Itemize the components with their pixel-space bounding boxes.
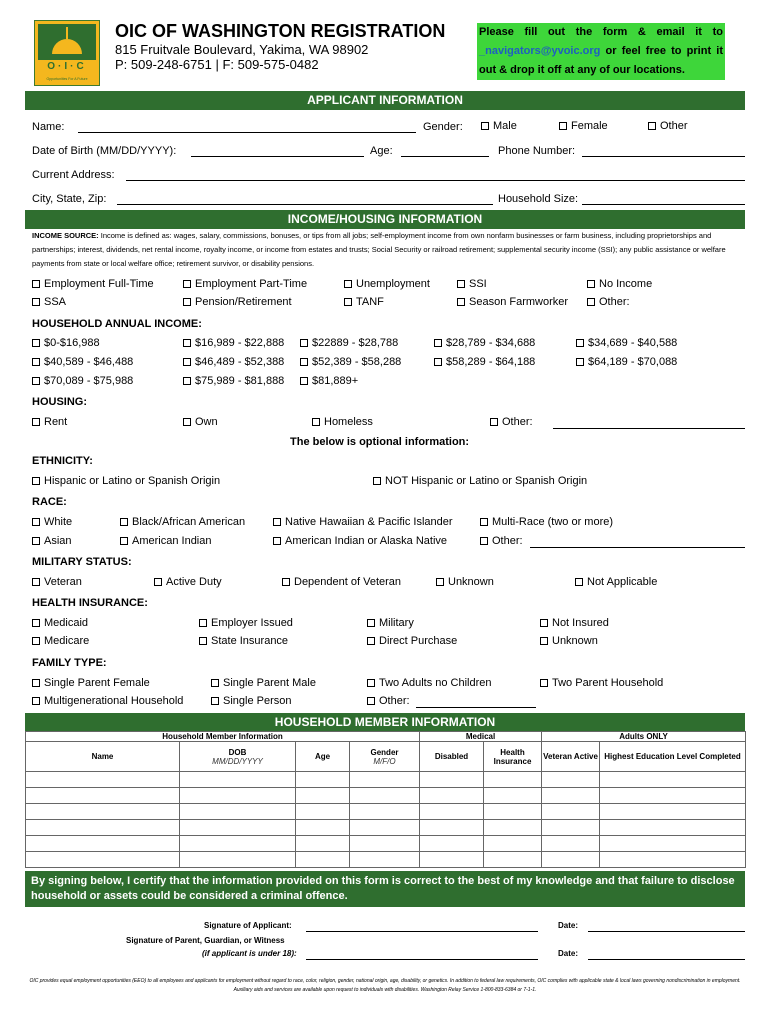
family-option[interactable] xyxy=(540,677,663,689)
table-row xyxy=(26,852,746,868)
ethnicity-label: ETHNICITY: xyxy=(32,455,93,467)
income-source-option[interactable] xyxy=(344,296,384,308)
health-option[interactable] xyxy=(367,617,414,629)
option-label: Pension/Retirement xyxy=(195,296,292,308)
income-source-definition: INCOME SOURCE: Income is defined as: wages, salary, commissions, bonuses, or tips from all jobs; self-employment income from own nonfarm businesses or farm business, including proprietorships and partnerships; interest, dividends, net rental income, royalty income, or income from estates and trusts; Social Security or railroad retirement; supplemental security income (SSI); any public assistance or welfare payments from state or local welfare office; retirement survivor, or disability pensions. xyxy=(32,231,726,268)
table-cell[interactable] xyxy=(484,852,542,868)
table-cell[interactable] xyxy=(350,772,420,788)
checkbox[interactable] xyxy=(183,358,191,366)
table-cell[interactable] xyxy=(542,820,600,836)
applicant-signature-label: Signature of Applicant: xyxy=(204,921,292,930)
option-label: $28,789 - $34,688 xyxy=(446,337,536,349)
col-name: Name xyxy=(26,742,180,772)
checkbox[interactable] xyxy=(273,518,281,526)
health-option[interactable] xyxy=(367,635,457,647)
option-label: Not Insured xyxy=(552,617,609,629)
option-label: Military xyxy=(379,617,414,629)
table-cell[interactable] xyxy=(26,804,180,820)
table-cell[interactable] xyxy=(350,820,420,836)
table-cell[interactable] xyxy=(542,772,600,788)
checkbox[interactable] xyxy=(183,298,191,306)
annual-income-label: HOUSEHOLD ANNUAL INCOME: xyxy=(32,318,202,330)
option-label: Employment Full-Time xyxy=(44,278,154,290)
gender-label: Gender: xyxy=(423,121,463,133)
option-label: $34,689 - $40,588 xyxy=(588,337,678,349)
checkbox[interactable] xyxy=(540,637,548,645)
col-education: Highest Education Level Completed xyxy=(600,742,746,772)
org-address: 815 Fruitvale Boulevard, Yakima, WA 98902 P: 509-248-6751 | F: 509-575-0482 xyxy=(115,42,369,72)
race-option[interactable] xyxy=(120,516,245,528)
ethnicity-not-hispanic[interactable]: NOT Hispanic or Latino or Spanish Origin xyxy=(373,475,587,487)
race-label: RACE: xyxy=(32,496,67,508)
option-label: $75,989 - $81,888 xyxy=(195,375,285,387)
table-cell[interactable] xyxy=(296,788,350,804)
table-cell[interactable] xyxy=(26,788,180,804)
checkbox[interactable] xyxy=(300,377,308,385)
annual-income-option[interactable] xyxy=(300,337,398,349)
option-label: $64,189 - $70,088 xyxy=(588,356,678,368)
military-label: MILITARY STATUS: xyxy=(32,556,132,568)
option-label: $70,089 - $75,988 xyxy=(44,375,134,387)
checkbox[interactable] xyxy=(540,619,548,627)
checkbox[interactable] xyxy=(32,518,40,526)
family-option[interactable] xyxy=(367,677,492,689)
section-applicant: APPLICANT INFORMATION xyxy=(25,91,745,110)
checkbox[interactable] xyxy=(32,578,40,586)
annual-income-option[interactable] xyxy=(300,356,401,368)
checkbox[interactable] xyxy=(32,339,40,347)
option-label: Two Parent Household xyxy=(552,677,664,689)
table-cell[interactable] xyxy=(26,852,180,868)
annual-income-option[interactable] xyxy=(32,375,133,387)
checkbox[interactable] xyxy=(436,578,444,586)
checkbox[interactable] xyxy=(120,537,128,545)
eeo-footer: OIC provides equal employment opportunities (EEO) to all employees and applicants for employment without regard to race, color, religion, gender, national origin, age, disability, or genetics. In addition to federal law requirements, OIC complies with applicable state & local laws governing nondiscrimination in employment. Auxiliary aids and services are available upon request to individuals with disabilities. Washington Relay Service 1-800-833-6384 or 7-1-1. xyxy=(29,978,741,993)
race-option[interactable] xyxy=(273,535,447,547)
option-label: Other: xyxy=(492,535,523,547)
annual-income-option[interactable] xyxy=(300,375,358,387)
family-option[interactable] xyxy=(367,695,410,707)
checkbox[interactable] xyxy=(457,280,465,288)
col-dob: DOB MM/DD/YYYY xyxy=(180,742,296,772)
table-row xyxy=(26,788,746,804)
table-cell[interactable] xyxy=(600,804,746,820)
guardian-date-field[interactable] xyxy=(588,946,745,960)
dob-field[interactable] xyxy=(191,143,364,157)
checkbox[interactable] xyxy=(32,679,40,687)
option-label: $52,389 - $58,288 xyxy=(312,356,402,368)
table-row xyxy=(26,836,746,852)
income-source-option[interactable] xyxy=(183,296,292,308)
col-health-insurance: Health Insurance xyxy=(484,742,542,772)
race-option[interactable] xyxy=(120,535,212,547)
table-cell[interactable] xyxy=(296,836,350,852)
option-label: No Income xyxy=(599,278,653,290)
col-veteran-active: Veteran Active xyxy=(542,742,600,772)
option-label: Direct Purchase xyxy=(379,635,458,647)
option-label: Other: xyxy=(599,296,630,308)
table-cell[interactable] xyxy=(484,804,542,820)
phone-field[interactable] xyxy=(582,143,745,157)
household-size-field[interactable] xyxy=(582,191,745,205)
table-cell[interactable] xyxy=(600,820,746,836)
family-option[interactable] xyxy=(211,677,316,689)
checkbox[interactable] xyxy=(32,637,40,645)
income-source-option[interactable] xyxy=(32,296,66,308)
table-cell[interactable] xyxy=(542,836,600,852)
col-disabled: Disabled xyxy=(420,742,484,772)
table-row xyxy=(26,772,746,788)
checkbox[interactable] xyxy=(32,477,40,485)
option-label: Single Person xyxy=(223,695,292,707)
option-label: Unemployment xyxy=(356,278,430,290)
health-option[interactable] xyxy=(199,617,293,629)
income-source-option[interactable] xyxy=(183,278,307,290)
option-label: $0-$16,988 xyxy=(44,337,100,349)
ethnicity-hispanic[interactable]: Hispanic or Latino or Spanish Origin xyxy=(32,475,220,487)
table-cell[interactable] xyxy=(296,804,350,820)
city-label: City, State, Zip: xyxy=(32,193,107,205)
section-income: INCOME/HOUSING INFORMATION xyxy=(25,210,745,229)
checkbox[interactable] xyxy=(457,298,465,306)
option-label: Unknown xyxy=(448,576,494,588)
checkbox[interactable] xyxy=(575,578,583,586)
table-cell[interactable] xyxy=(180,852,296,868)
household-size-label: Household Size: xyxy=(498,193,579,205)
address-field[interactable] xyxy=(126,167,745,181)
option-label: Active Duty xyxy=(166,576,222,588)
table-cell[interactable] xyxy=(484,772,542,788)
age-field[interactable] xyxy=(401,143,489,157)
checkbox[interactable] xyxy=(154,578,162,586)
col-gender: Gender M/F/O xyxy=(350,742,420,772)
checkbox[interactable] xyxy=(32,697,40,705)
table-cell[interactable] xyxy=(484,788,542,804)
option-label: Season Farmworker xyxy=(469,296,569,308)
option-label: Multi-Race (two or more) xyxy=(492,516,614,528)
option-label: White xyxy=(44,516,73,528)
option-label: $46,489 - $52,388 xyxy=(195,356,285,368)
military-option[interactable] xyxy=(154,576,222,588)
checkbox[interactable] xyxy=(344,280,352,288)
table-cell[interactable] xyxy=(350,788,420,804)
table-cell[interactable] xyxy=(26,836,180,852)
checkbox[interactable] xyxy=(367,697,375,705)
checkbox[interactable] xyxy=(183,418,191,426)
group-medical: Medical xyxy=(420,732,542,742)
table-cell[interactable] xyxy=(600,788,746,804)
group-adults-only: Adults ONLY xyxy=(542,732,746,742)
annual-income-option[interactable] xyxy=(576,356,677,368)
name-label: Name: xyxy=(32,121,65,133)
table-cell[interactable] xyxy=(26,772,180,788)
table-row xyxy=(26,804,746,820)
option-label: Medicaid xyxy=(44,617,89,629)
family-option[interactable] xyxy=(32,677,150,689)
checkbox[interactable] xyxy=(576,339,584,347)
table-cell[interactable] xyxy=(26,820,180,836)
table-cell[interactable] xyxy=(296,772,350,788)
option-label: Two Adults no Children xyxy=(379,677,492,689)
checkbox[interactable] xyxy=(32,377,40,385)
table-cell[interactable] xyxy=(180,788,296,804)
housing-label: HOUSING: xyxy=(32,396,87,408)
race-option[interactable] xyxy=(480,535,523,547)
checkbox[interactable] xyxy=(434,339,442,347)
option-label: $22889 - $28,788 xyxy=(312,337,399,349)
table-cell[interactable] xyxy=(420,852,484,868)
table-cell[interactable] xyxy=(542,788,600,804)
checkbox[interactable] xyxy=(199,637,207,645)
checkbox[interactable] xyxy=(211,679,219,687)
checkbox[interactable] xyxy=(576,358,584,366)
health-option[interactable] xyxy=(32,635,89,647)
phone-label: Phone Number: xyxy=(498,145,576,157)
income-source-option[interactable] xyxy=(457,296,568,308)
dob-label: Date of Birth (MM/DD/YYYY): xyxy=(32,145,177,157)
health-option[interactable] xyxy=(32,617,88,629)
checkbox[interactable] xyxy=(367,637,375,645)
certification-statement: By signing below, I certify that the information provided on this form is correct to the best of my knowledge and that failure to disclose household or assets could be considered a criminal offence. xyxy=(25,871,745,907)
health-label: HEALTH INSURANCE: xyxy=(32,597,148,609)
name-field[interactable] xyxy=(78,119,416,133)
family-option[interactable] xyxy=(32,695,183,707)
race-option[interactable] xyxy=(273,516,453,528)
table-cell[interactable] xyxy=(542,804,600,820)
option-label: Unknown xyxy=(552,635,598,647)
table-cell[interactable] xyxy=(420,788,484,804)
checkbox[interactable] xyxy=(587,280,595,288)
optional-notice: The below is optional information: xyxy=(290,436,470,448)
table-cell[interactable] xyxy=(350,804,420,820)
military-option[interactable] xyxy=(32,576,82,588)
income-source-option[interactable] xyxy=(587,278,652,290)
checkbox[interactable] xyxy=(32,358,40,366)
annual-income-option[interactable] xyxy=(32,356,133,368)
option-label: American Indian xyxy=(132,535,212,547)
option-label: $16,989 - $22,888 xyxy=(195,337,285,349)
annual-income-option[interactable] xyxy=(183,375,284,387)
checkbox[interactable] xyxy=(648,122,656,130)
oic-logo: O·I·C Opportunities For A Future xyxy=(34,20,100,86)
health-option[interactable] xyxy=(199,635,288,647)
housing-rent[interactable]: Rent xyxy=(32,416,67,428)
option-label: Employment Part-Time xyxy=(195,278,308,290)
table-cell[interactable] xyxy=(296,820,350,836)
checkbox[interactable] xyxy=(183,377,191,385)
table-row xyxy=(26,820,746,836)
annual-income-option[interactable] xyxy=(32,337,100,349)
option-label: $58,289 - $64,188 xyxy=(446,356,536,368)
military-option[interactable] xyxy=(282,576,401,588)
table-cell[interactable] xyxy=(484,836,542,852)
applicant-signature-field[interactable] xyxy=(306,918,538,932)
guardian-under18-label: (if applicant is under 18): xyxy=(202,949,297,958)
military-option[interactable] xyxy=(436,576,494,588)
table-cell[interactable] xyxy=(484,820,542,836)
applicant-date-label: Date: xyxy=(558,921,579,930)
checkbox[interactable] xyxy=(32,280,40,288)
guardian-date-label: Date: xyxy=(558,949,579,958)
checkbox[interactable] xyxy=(540,679,548,687)
annual-income-option[interactable] xyxy=(183,356,284,368)
table-cell[interactable] xyxy=(350,836,420,852)
table-cell[interactable] xyxy=(350,852,420,868)
checkbox[interactable] xyxy=(367,679,375,687)
checkbox[interactable] xyxy=(211,697,219,705)
checkbox[interactable] xyxy=(32,418,40,426)
gender-male[interactable]: Male xyxy=(481,120,517,132)
option-label: Black/African American xyxy=(132,516,246,528)
checkbox[interactable] xyxy=(120,518,128,526)
table-cell[interactable] xyxy=(542,852,600,868)
guardian-signature-field[interactable] xyxy=(306,946,538,960)
table-cell[interactable] xyxy=(180,836,296,852)
section-members: HOUSEHOLD MEMBER INFORMATION xyxy=(25,713,745,732)
race-option[interactable] xyxy=(32,516,72,528)
household-member-table xyxy=(25,731,746,868)
option-label: SSA xyxy=(44,296,67,308)
annual-income-option[interactable] xyxy=(434,337,535,349)
table-cell[interactable] xyxy=(180,772,296,788)
option-label: Asian xyxy=(44,535,72,547)
address-label: Current Address: xyxy=(32,169,115,181)
checkbox[interactable] xyxy=(559,122,567,130)
option-label: $40,589 - $46,488 xyxy=(44,356,134,368)
race-option[interactable] xyxy=(32,535,72,547)
table-cell[interactable] xyxy=(600,836,746,852)
checkbox[interactable] xyxy=(32,537,40,545)
table-cell[interactable] xyxy=(180,804,296,820)
option-label: Medicare xyxy=(44,635,90,647)
table-cell[interactable] xyxy=(420,836,484,852)
applicant-date-field[interactable] xyxy=(588,918,745,932)
table-cell[interactable] xyxy=(600,772,746,788)
housing-homeless[interactable]: Homeless xyxy=(312,416,373,428)
email-link[interactable]: _navigators@yvoic.org xyxy=(479,45,601,57)
checkbox[interactable] xyxy=(587,298,595,306)
checkbox[interactable] xyxy=(312,418,320,426)
income-source-option[interactable] xyxy=(457,278,487,290)
checkbox[interactable] xyxy=(481,122,489,130)
checkbox[interactable] xyxy=(32,619,40,627)
family-option[interactable] xyxy=(211,695,292,707)
option-label: SSI xyxy=(469,278,487,290)
checkbox[interactable] xyxy=(480,518,488,526)
checkbox[interactable] xyxy=(300,358,308,366)
checkbox[interactable] xyxy=(480,537,488,545)
option-label: Single Parent Male xyxy=(223,677,316,689)
form-title: OIC OF WASHINGTON REGISTRATION xyxy=(115,21,446,41)
option-label: Not Applicable xyxy=(587,576,658,588)
group-household-info: Household Member Information xyxy=(26,732,420,742)
checkbox[interactable] xyxy=(367,619,375,627)
checkbox[interactable] xyxy=(344,298,352,306)
military-option[interactable] xyxy=(575,576,657,588)
family-label: FAMILY TYPE: xyxy=(32,657,107,669)
age-label: Age: xyxy=(370,145,393,157)
checkbox[interactable] xyxy=(373,477,381,485)
option-label: Other: xyxy=(379,695,410,707)
table-cell[interactable] xyxy=(420,772,484,788)
col-age: Age xyxy=(296,742,350,772)
option-label: Employer Issued xyxy=(211,617,293,629)
city-field[interactable] xyxy=(117,191,493,205)
option-label: Dependent of Veteran xyxy=(294,576,402,588)
housing-own[interactable]: Own xyxy=(183,416,218,428)
race-other-field[interactable] xyxy=(530,534,745,548)
table-cell[interactable] xyxy=(420,804,484,820)
annual-income-option[interactable] xyxy=(183,337,284,349)
housing-other-field[interactable] xyxy=(553,415,745,429)
health-option[interactable] xyxy=(540,635,598,647)
annual-income-option[interactable] xyxy=(576,337,677,349)
table-cell[interactable] xyxy=(420,820,484,836)
option-label: Multigenerational Household xyxy=(44,695,184,707)
housing-other[interactable]: Other: xyxy=(490,416,533,428)
checkbox[interactable] xyxy=(32,298,40,306)
option-label: Single Parent Female xyxy=(44,677,150,689)
table-cell[interactable] xyxy=(296,852,350,868)
option-label: Native Hawaiian & Pacific Islander xyxy=(285,516,453,528)
checkbox[interactable] xyxy=(434,358,442,366)
checkbox[interactable] xyxy=(300,339,308,347)
checkbox[interactable] xyxy=(273,537,281,545)
annual-income-option[interactable] xyxy=(434,356,535,368)
option-label: State Insurance xyxy=(211,635,289,647)
gender-other[interactable]: Other xyxy=(648,120,688,132)
guardian-signature-label: Signature of Parent, Guardian, or Witness xyxy=(126,936,285,945)
health-option[interactable] xyxy=(540,617,609,629)
checkbox[interactable] xyxy=(282,578,290,586)
income-source-option[interactable] xyxy=(32,278,154,290)
gender-female[interactable]: Female xyxy=(559,120,608,132)
table-cell[interactable] xyxy=(180,820,296,836)
family-other-field[interactable] xyxy=(416,694,536,708)
income-source-option[interactable] xyxy=(587,296,630,308)
checkbox[interactable] xyxy=(490,418,498,426)
table-cell[interactable] xyxy=(600,852,746,868)
option-label: American Indian or Alaska Native xyxy=(285,535,448,547)
option-label: Veteran xyxy=(44,576,82,588)
submission-note: Please fill out the form & email it to _navigators@yvoic.org or feel free to print it out & drop it off at any of our locations. xyxy=(477,23,725,80)
race-option[interactable] xyxy=(480,516,613,528)
option-label: TANF xyxy=(356,296,384,308)
checkbox[interactable] xyxy=(183,280,191,288)
checkbox[interactable] xyxy=(199,619,207,627)
option-label: $81,889+ xyxy=(312,375,359,387)
income-source-option[interactable] xyxy=(344,278,430,290)
checkbox[interactable] xyxy=(183,339,191,347)
